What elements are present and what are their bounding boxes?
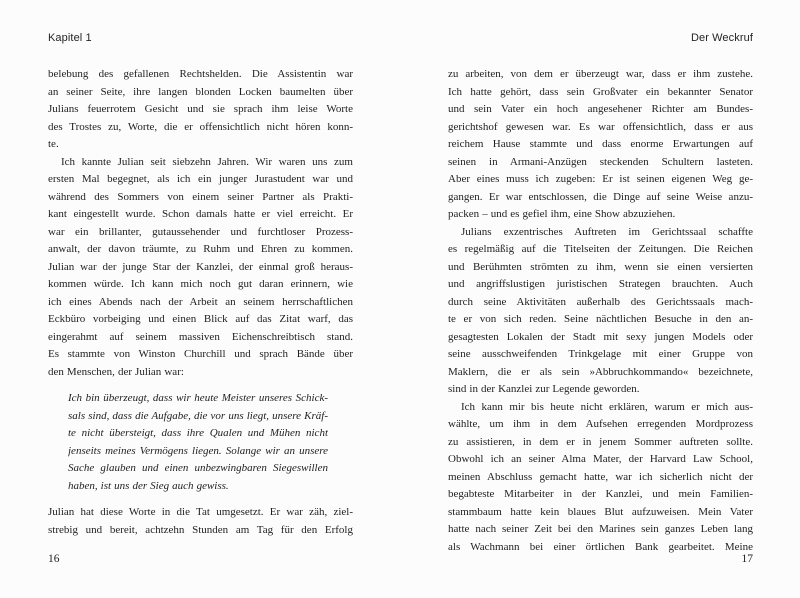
page-right xyxy=(448,0,753,598)
block-quote xyxy=(48,390,353,495)
text-line: sind in der Kanzlei zur Legende geworden. xyxy=(448,383,640,395)
text-line: des Trostes zu, Worte, die er offensichtlich nicht hören konn- xyxy=(48,120,353,133)
text-line: Julian hat diese Worte in die Tat umgesetzt. Er war zäh, ziel- xyxy=(48,506,353,518)
text-line: und angriffslustigen juristischen Strategen brauchten. Auch xyxy=(448,278,753,290)
text-line: hatte nach seiner Zeit bei den Marines sein ganzes Leben lang xyxy=(448,523,753,535)
text-line: an seiner Seite, ihre langen blonden Locken baumelten über xyxy=(48,85,353,98)
paragraph xyxy=(48,154,353,382)
text-line: Ich bin überzeugt, dass wir heute Meister unseres Schick- xyxy=(68,392,328,404)
text-line: sals sind, dass die Aufgabe, die vor uns liegt, unsere Kräf- xyxy=(68,409,328,422)
text-line: Eckbüro vorbeiging und einen Blick auf das Zitat warf, das xyxy=(48,313,353,325)
running-header-title: Der Weckruf xyxy=(690,32,753,44)
paragraph xyxy=(48,504,353,539)
text-line: seine ausschweifenden Trinkgelage mit einer Gruppe von xyxy=(448,348,753,360)
text-line: anwalt, der davon träumte, zu Ruhm und Ehren zu kommen. xyxy=(48,243,353,255)
text-line: den Menschen, der Julian war: xyxy=(48,365,184,378)
left-text-column xyxy=(48,66,353,539)
paragraph xyxy=(448,66,753,224)
text-line: meinen Abschluss gemacht hatte, war ich sicherlich nicht der xyxy=(448,470,753,483)
text-line: als Wachmann bei einer örtlichen Bank gearbeitet. Meine xyxy=(448,540,753,553)
text-line: ersten Mal begegnet, als ich ein junger Jurastudent war und xyxy=(48,173,353,185)
text-line: gesagtesten Lokalen der Stadt mit sexy jungen Models oder xyxy=(448,330,753,343)
page-number-right: 17 xyxy=(741,553,753,565)
text-line: und Berühmten strömten zu ihm, wenn sie einen versierten xyxy=(448,260,753,273)
text-line: kommen würde. Ich kann mich noch gut daran erinnern, wie xyxy=(48,278,353,290)
text-line: strebig und bereit, achtzehn Stunden am Tag für den Erfolg xyxy=(48,523,353,536)
page-number-left: 16 xyxy=(48,553,60,565)
text-line: te er von sich reden. Seine nächtlichen Besuche in den an- xyxy=(448,313,753,325)
text-line: zu assistieren, in dem er in jenem Sommer auftreten sollte. xyxy=(448,435,753,448)
text-line: Julian war der junge Star der Kanzlei, der einmal groß heraus- xyxy=(48,260,353,273)
page-left xyxy=(48,0,353,598)
text-line: seinen in Armani-Anzügen steckenden Schultern lasteten. xyxy=(448,155,753,168)
paragraph xyxy=(48,66,353,154)
text-line: Maklern, die er als sein »Abbruchkommando« bezeichnete, xyxy=(448,365,753,378)
text-line: ich eines Abends nach der Arbeit an seinem herrschaftlichen xyxy=(48,295,353,308)
text-line: jenseits meines Vermögens liegen. Solange wir an unsere xyxy=(68,444,328,457)
paragraph xyxy=(448,399,753,557)
text-line: gangen. Er war entschlossen, die Dinge auf seine Weise anzu- xyxy=(448,190,753,203)
text-line: Ich hatte gehört, dass sein Großvater ein bekannter Senator xyxy=(448,85,753,98)
text-line: te. xyxy=(48,138,59,150)
text-line: packen – und es gefiel ihm, eine Show abzuziehen. xyxy=(448,208,676,220)
text-line: zu arbeiten, von dem er überzeugt war, dass er ihm zustehe. xyxy=(448,68,753,80)
text-line: durch seine Aktivitäten außerhalb des Gerichtssaals mach- xyxy=(448,295,753,308)
text-line: es regelmäßig auf die Titelseiten der Zeitungen. Die Reichen xyxy=(448,243,753,255)
text-line: belebung des gefallenen Rechtshelden. Die Assistentin war xyxy=(48,68,353,80)
text-line: Es stammte von Winston Churchill und sprach Bände über xyxy=(48,348,353,360)
text-line: und sein Vater ein hoch angesehener Richter am Bundes- xyxy=(448,103,753,115)
text-line: te nicht übersteigt, dass ihre Qualen und Mühen nicht xyxy=(68,427,328,439)
running-header-chapter: Kapitel 1 xyxy=(48,32,92,44)
text-line: gerichtshof gewesen war. Es war offensichtlich, dass er aus xyxy=(448,120,753,133)
text-line: eingerahmt auf seinem massiven Eichenschreibtisch stand. xyxy=(48,330,353,343)
text-line: Sache glauben und einen unbezwingbaren Siegeswillen xyxy=(68,462,328,474)
text-line: Ich kannte Julian seit siebzehn Jahren. Wir waren uns zum xyxy=(61,155,353,168)
text-line: Obwohl ich an seiner Alma Mater, der Harvard Law School, xyxy=(448,453,753,465)
text-line: Aber eines muss ich zugeben: Er ist seinen eigenen Weg ge- xyxy=(448,173,753,185)
text-line: kant eingestellt wurde. Schon damals hatte er viel erreicht. Er xyxy=(48,208,353,220)
right-text-column xyxy=(448,66,753,556)
text-line: während des Sommers von einem seiner Partner als Prakti- xyxy=(48,190,353,203)
paragraph xyxy=(448,224,753,399)
text-line: war ein brillanter, gutaussehender und furchtloser Prozess- xyxy=(48,225,353,238)
text-line: stammbaum hatte kein blaues Blut aufzuweisen. Mein Vater xyxy=(448,505,753,518)
text-line: wählte, um ihm in dem Aufsehen erregenden Mordprozess xyxy=(448,418,753,430)
text-line: Julians feuerrotem Gesicht und sie sprach ihm leise Worte xyxy=(48,103,353,115)
text-line: Ich kann mir bis heute nicht erklären, warum er mich aus- xyxy=(461,400,753,413)
text-line: Julians exzentrisches Auftreten im Gerichtssaal schaffte xyxy=(461,225,753,238)
text-line: reichem Hause stammte und dass enorme Erwartungen auf xyxy=(448,138,753,150)
text-line: begabteste Mitarbeiter in der Kanzlei, und mein Familien- xyxy=(448,488,753,500)
text-line: haben, ist uns der Sieg auch gewiss. xyxy=(68,479,229,492)
